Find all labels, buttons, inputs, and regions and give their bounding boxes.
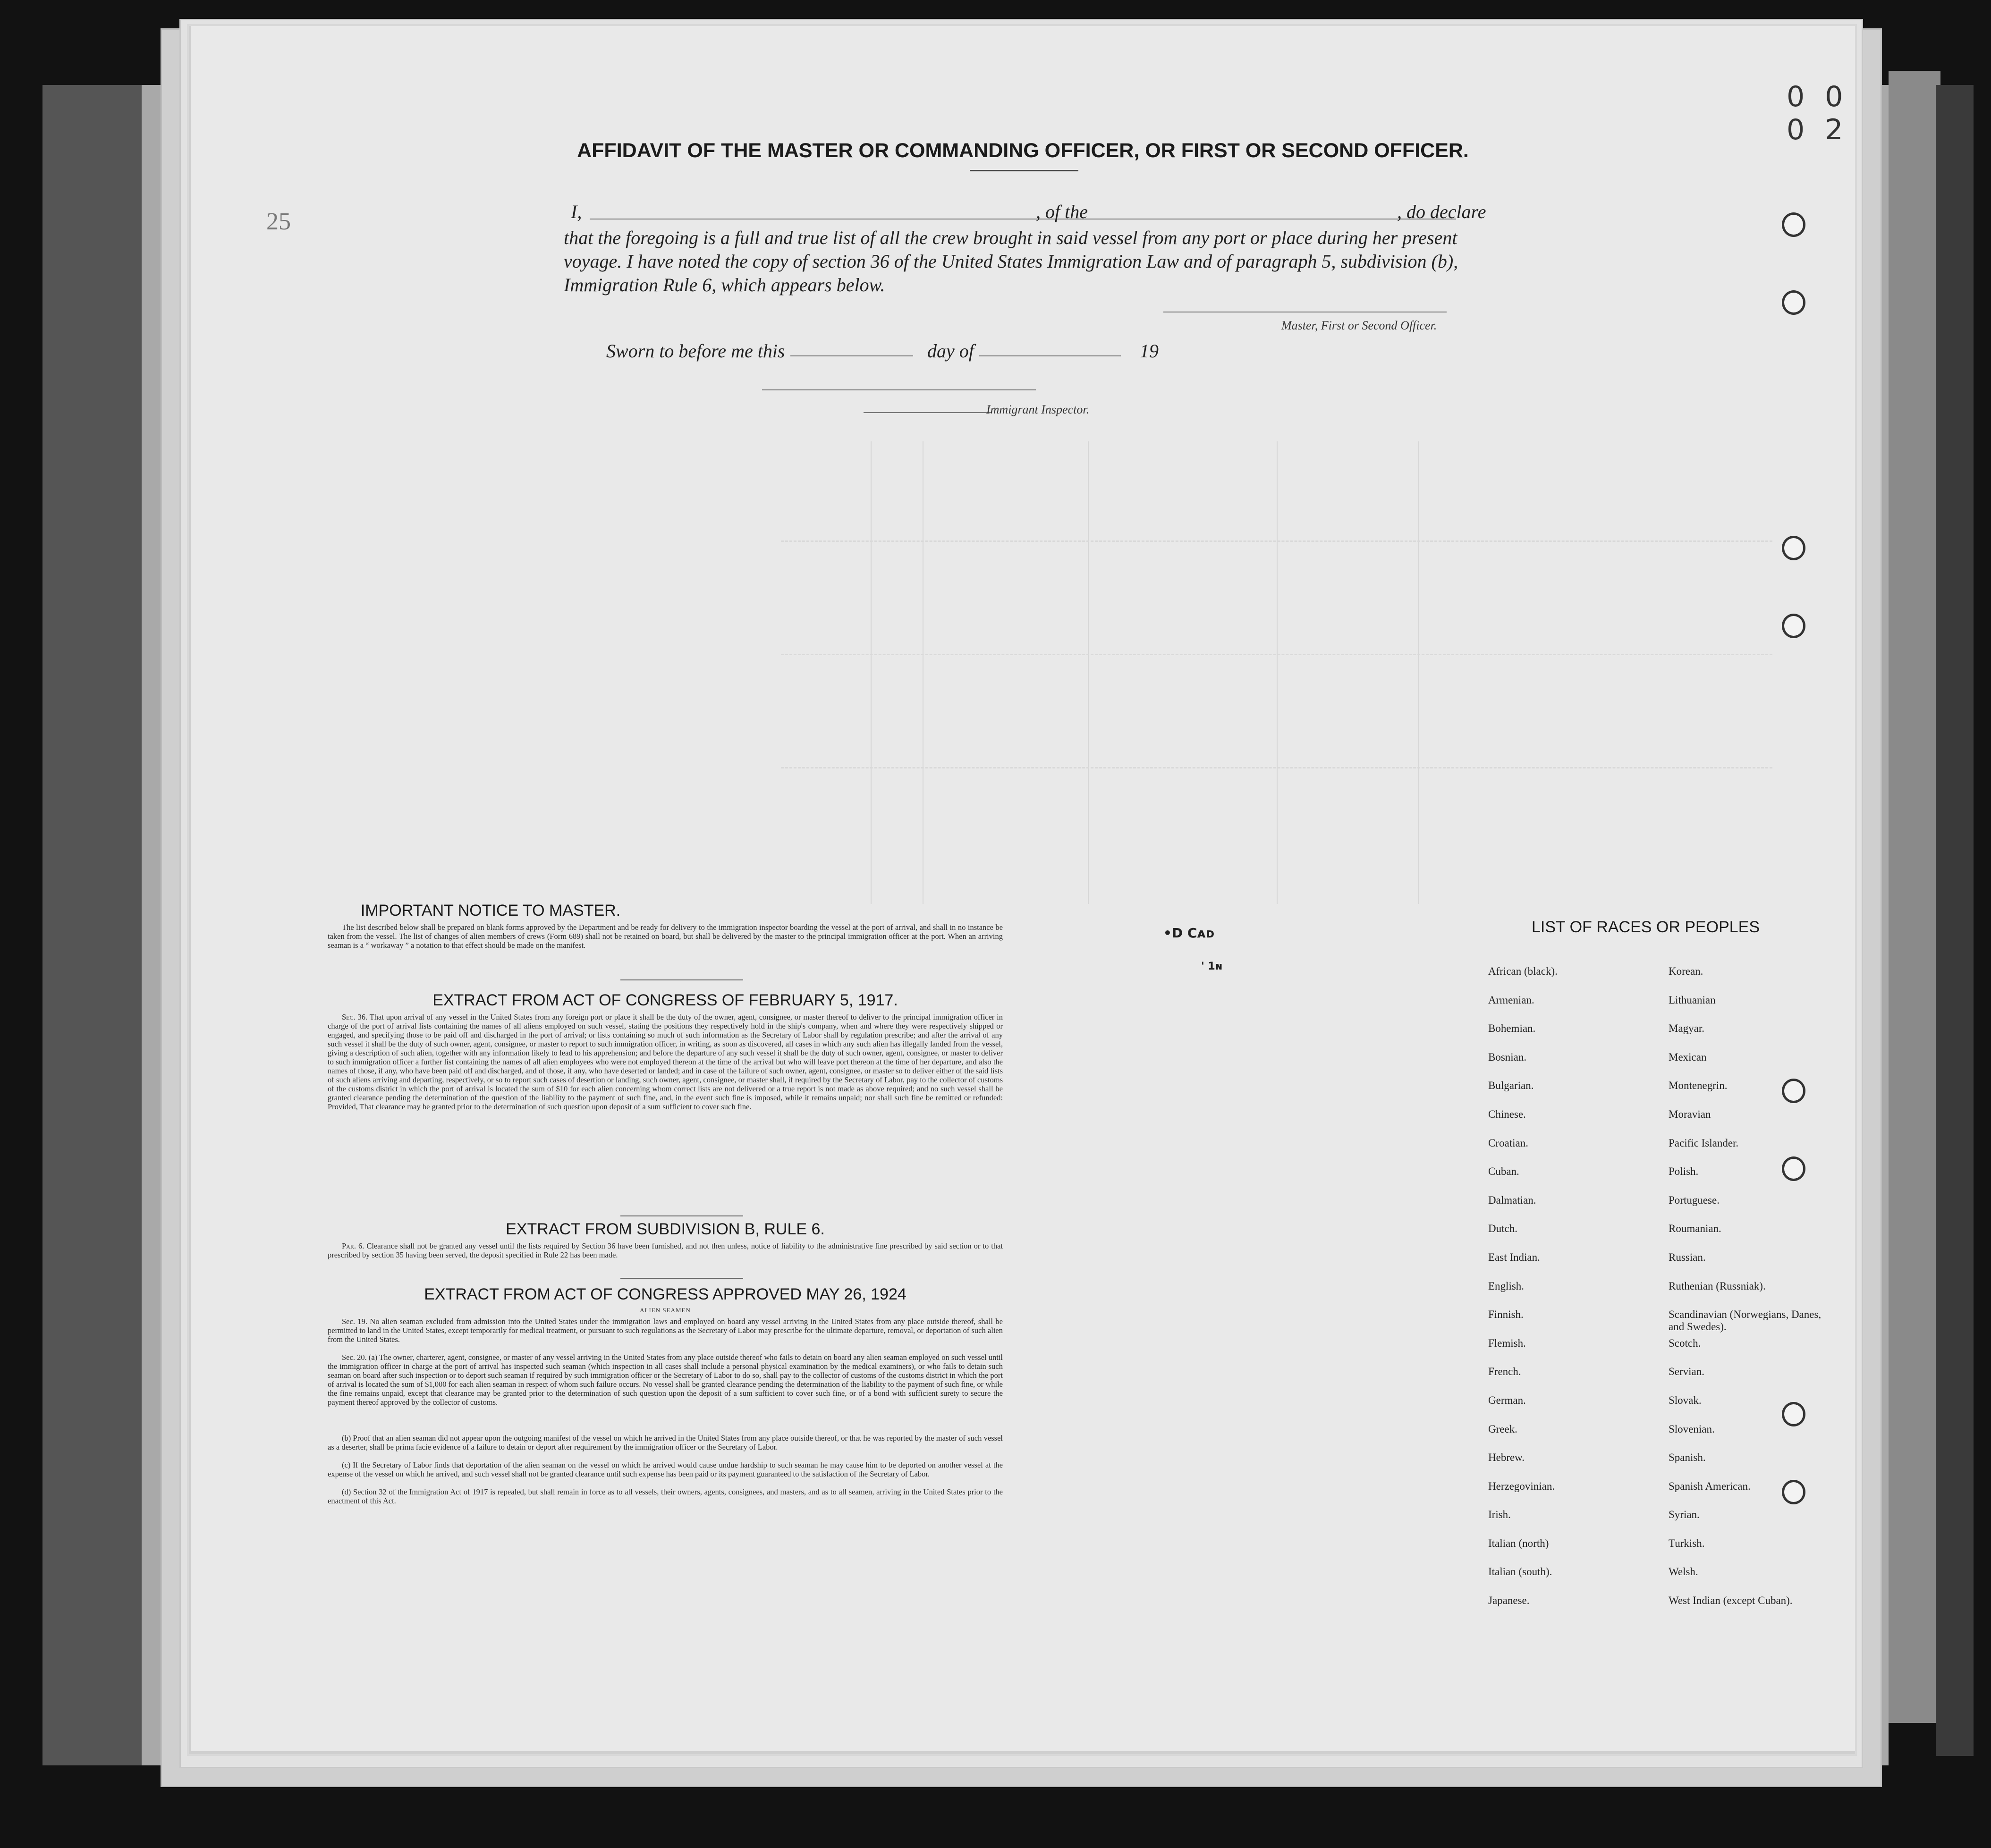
race-item: Dalmatian. bbox=[1488, 1194, 1536, 1206]
race-item: Korean. bbox=[1669, 965, 1703, 977]
race-item: Servian. bbox=[1669, 1366, 1705, 1378]
extract-1917-heading: EXTRACT FROM ACT OF CONGRESS OF FEBRUARY 5, 1917. bbox=[432, 991, 898, 1009]
sworn-day-blank[interactable] bbox=[790, 355, 913, 356]
race-item: Lithuanian bbox=[1669, 994, 1716, 1006]
race-item: Slovenian. bbox=[1669, 1423, 1715, 1435]
race-item: East Indian. bbox=[1488, 1251, 1540, 1263]
title-rule bbox=[970, 170, 1078, 171]
sworn-text: Sworn to before me this bbox=[606, 340, 785, 362]
race-item: Scandinavian (Norwegians, Danes, and Swedes). bbox=[1669, 1308, 1822, 1333]
master-caption: Master, First or Second Officer. bbox=[1281, 319, 1437, 332]
race-item: Cuban. bbox=[1488, 1165, 1519, 1178]
important-notice-body: The list described below shall be prepared on blank forms approved by the Department and be ready for delivery to the immigration inspector boarding the vessel at the port of arrival, and shall in no instance be taken from the vessel. The list of changes of alien members of crews (Form 689) shall not be retained on board, but shall be delivered by the master to the principal immigration officer at the port. When an arriving seaman is a “ workaway ” a notation to that effect should be made on the manifest. bbox=[328, 923, 1003, 950]
extract-1924-heading: EXTRACT FROM ACT OF CONGRESS APPROVED MAY 26, 1924 bbox=[424, 1285, 907, 1303]
stray-mark: ' 1ɴ bbox=[1201, 961, 1223, 972]
ghost-column-line bbox=[1277, 441, 1278, 904]
inspector-caption: Immigrant Inspector. bbox=[986, 403, 1090, 416]
extract-1917-lead: Sec. 36. bbox=[342, 1013, 368, 1021]
page-number: 0 0 0 2 bbox=[1787, 80, 1849, 146]
race-item: Syrian. bbox=[1669, 1509, 1700, 1521]
section-rule bbox=[620, 1278, 743, 1279]
races-title: LIST OF RACES OR PEOPLES bbox=[1532, 918, 1760, 936]
race-item: Portuguese. bbox=[1669, 1194, 1720, 1206]
ghost-row-line bbox=[781, 654, 1772, 655]
races-list-right bbox=[1669, 965, 1829, 1623]
race-item: West Indian (except Cuban). bbox=[1669, 1595, 1793, 1607]
extract-1917-body bbox=[328, 1013, 1003, 1111]
race-item: German. bbox=[1488, 1394, 1526, 1406]
ghost-row-line bbox=[781, 767, 1772, 768]
race-item: Croatian. bbox=[1488, 1137, 1528, 1149]
affidavit-line-2: that the foregoing is a full and true list of all the crew brought in said vessel from any port or place during her present bbox=[564, 227, 1457, 248]
binder-tab bbox=[1889, 71, 1940, 1723]
extract-1924-subheading: ALIEN SEAMEN bbox=[640, 1307, 691, 1314]
ghost-column-line bbox=[1418, 441, 1419, 904]
stray-mark: •D Cᴀᴅ bbox=[1163, 925, 1215, 941]
race-item: Finnish. bbox=[1488, 1308, 1524, 1321]
important-notice-heading: IMPORTANT NOTICE TO MASTER. bbox=[360, 902, 621, 920]
affidavit-i: I, bbox=[571, 201, 582, 222]
affidavit-line-4: Immigration Rule 6, which appears below. bbox=[564, 274, 885, 295]
left-dark-sheet bbox=[42, 85, 151, 1765]
race-item: Herzegovinian. bbox=[1488, 1480, 1555, 1492]
extract-1924-sec19: Sec. 19. No alien seaman excluded from admission into the United States under the immigration laws and employed on board any vessel arriving in the United States from any place outside thereof, shall be permitted to land in the United States, except temporarily for medical treatment, or pursuant to such regulations as the Secretary of Labor may prescribe for the ultimate departure, removal, or deportation of such alien from the United States. bbox=[328, 1317, 1003, 1344]
races-list-left bbox=[1488, 965, 1558, 1623]
race-item: Scotch. bbox=[1669, 1337, 1701, 1349]
punch-hole bbox=[1782, 614, 1805, 638]
race-item: Polish. bbox=[1669, 1165, 1699, 1178]
year-prefix: 19 bbox=[1140, 340, 1159, 362]
ghost-column-line bbox=[1088, 441, 1089, 904]
race-item: Hebrew. bbox=[1488, 1451, 1525, 1464]
manifest-page bbox=[189, 26, 1855, 1754]
race-item: Russian. bbox=[1669, 1251, 1706, 1263]
race-item: Pacific Islander. bbox=[1669, 1137, 1739, 1149]
race-item: Italian (north) bbox=[1488, 1537, 1549, 1549]
race-item: Welsh. bbox=[1669, 1566, 1698, 1578]
race-item: Montenegrin. bbox=[1669, 1080, 1728, 1092]
extract-1924-sec20a: Sec. 20. (a) The owner, charterer, agent, consignee, or master of any vessel arriving in the United States from any place outside thereof who fails to detain on board any alien seaman employed on such vessel until the immigration officer in charge at the port of arrival has inspected such seaman (which inspection in all cases shall include a personal physical examination by the medical examiners), or who fails to detain such seaman on board after such inspection or to deport such seaman if required by such immigration officer or the Secretary of Labor to do so, shall pay to the collector of customs of the customs district in which the port of arrival is located the sum of $1,000 for each alien seaman in respect of whom such failure occurs. No vessel shall be granted clearance pending the determination of the liability to the payment of such fine, or while the fine remains unpaid, except that clearance may be granted prior to the determination of such question upon the deposit of a sum sufficient to cover such fine, or of a bond with sufficient surety to secure the payment thereof approved by the collector of customs. bbox=[328, 1353, 1003, 1407]
pencil-mark: 25 bbox=[266, 208, 291, 235]
extract-rule6-body bbox=[328, 1241, 1003, 1259]
race-item: Moravian bbox=[1669, 1108, 1711, 1120]
affidavit-line-3: voyage. I have noted the copy of section 36 of the United States Immigration Law and of paragraph 5, subdivision (b), bbox=[564, 251, 1458, 272]
inspector-sub-line bbox=[864, 412, 991, 413]
race-item: African (black). bbox=[1488, 965, 1558, 977]
race-item: Bohemian. bbox=[1488, 1022, 1536, 1035]
race-item: Slovak. bbox=[1669, 1394, 1702, 1406]
section-rule bbox=[620, 1215, 743, 1216]
extract-rule6-text: Clearance shall not be granted any vessel until the lists required by Section 36 have been furnished, and not then unless, notice of liability to the administrative fine prescribed by said section or to that prescribed by section 35 having been served, the deposit specified in Rule 22 has been made. bbox=[328, 1241, 1003, 1259]
race-item: Mexican bbox=[1669, 1051, 1707, 1063]
race-item: Armenian. bbox=[1488, 994, 1534, 1006]
extract-rule6-heading: EXTRACT FROM SUBDIVISION B, RULE 6. bbox=[506, 1220, 825, 1238]
race-item: Magyar. bbox=[1669, 1022, 1705, 1035]
race-item: Roumanian. bbox=[1669, 1223, 1721, 1235]
race-item: Ruthenian (Russniak). bbox=[1669, 1280, 1766, 1292]
race-item: Greek. bbox=[1488, 1423, 1517, 1435]
ghost-row-line bbox=[781, 540, 1772, 542]
extract-1924-sec20b: (b) Proof that an alien seaman did not appear upon the outgoing manifest of the vessel on which he arrived in the United States from any place outside thereof, or that he was reported by the master of such vessel as a deserter, shall be prima facie evidence of a failure to detain or deport after requirement by the immigration officer or the Secretary of Labor. bbox=[328, 1434, 1003, 1451]
ghost-column-line bbox=[871, 441, 872, 904]
extract-1917-text: That upon arrival of any vessel in the United States from any foreign port or place it shall be the duty of the owner, agent, consignee, or master thereof to deliver to the principal immigration officer in charge of the port of arrival lists containing the names of all aliens employed on such vessel, stating the positions they respectively hold in the ship's company, when and where they were respectively shipped or engaged, and specifying those to be paid off and discharged in the port of arrival; or lists containing so much of such information as the Secretary of Labor shall by regulation prescribe; and after the arrival of any such vessel it shall be the duty of such owner, agent, consignee, or master to report to such immigration officer, in writing, as soon as discovered, all cases in which any such alien has illegally landed from the vessel, giving a description of such alien, together with any information likely to lead to his apprehension; and before the departure of any such vessel it shall be the duty of such owner, agent, consignee, or master to deliver to such immigration officer a further list containing the names of all alien employees who were not employed thereon at the time of the arrival but who will leave port thereon at the time of her departure, and also the names of those, if any, who have been paid off and discharged, and of those, if any, who have deserted or landed; and in case of the failure of such owner, agent, consignee, or master so to deliver either of the said lists of such aliens arriving and departing, respectively, or so to report such cases of desertion or landing, such owner, agent, consignee, or master shall, if required by the Secretary of Labor, pay to the collector of customs of the customs district in which the port of arrival is located the sum of $10 for each alien concerning whom correct lists are not delivered or a true report is not made as above required; and no such vessel shall be granted clearance pending the determination of the question of the liability to the payment of such fine, and, in the event such fine is imposed, while it remains unpaid; nor shall such fine be remitted or refunded: Provided, That clearance may be granted prior to the determination of such question upon deposit of a sum sufficient to cover such fine. bbox=[328, 1013, 1003, 1111]
race-item: Italian (south). bbox=[1488, 1566, 1552, 1578]
inspector-signature-line[interactable] bbox=[762, 389, 1036, 390]
punch-hole bbox=[1782, 290, 1805, 315]
race-item: Spanish American. bbox=[1669, 1480, 1751, 1492]
extract-rule6-lead: Par. 6. bbox=[342, 1241, 364, 1250]
race-item: Chinese. bbox=[1488, 1108, 1526, 1120]
affidavit-of-the: , of the bbox=[1036, 201, 1088, 222]
section-rule bbox=[620, 979, 743, 980]
punch-hole bbox=[1782, 212, 1805, 237]
affidavit-do-declare: , do declare bbox=[1397, 201, 1486, 222]
extract-1924-sec20c: (c) If the Secretary of Labor finds that deportation of the alien seaman on the vessel on which he arrived would cause undue hardship to such seaman he may cause him to be deported on another vessel at the expense of the vessel on which he arrived, and such vessel shall not be granted clearance until such expense has been paid or its payment guaranteed to the satisfaction of the Secretary of Labor. bbox=[328, 1460, 1003, 1478]
race-item: Japanese. bbox=[1488, 1595, 1530, 1607]
race-item: French. bbox=[1488, 1366, 1521, 1378]
affidavit-title: AFFIDAVIT OF THE MASTER OR COMMANDING OFFICER, OR FIRST OR SECOND OFFICER. bbox=[577, 139, 1469, 162]
punch-hole bbox=[1782, 536, 1805, 560]
race-item: Dutch. bbox=[1488, 1223, 1517, 1235]
race-item: Flemish. bbox=[1488, 1337, 1526, 1349]
race-item: English. bbox=[1488, 1280, 1525, 1292]
race-item: Turkish. bbox=[1669, 1537, 1705, 1549]
sworn-month-blank[interactable] bbox=[979, 355, 1121, 356]
day-of-text: day of bbox=[927, 340, 974, 362]
race-item: Bulgarian. bbox=[1488, 1080, 1534, 1092]
race-item: Spanish. bbox=[1669, 1451, 1706, 1464]
race-item: Bosnian. bbox=[1488, 1051, 1527, 1063]
extract-1924-sec20d: (d) Section 32 of the Immigration Act of 1917 is repealed, but shall remain in force as to all vessels, their owners, agents, consignees, and masters, and as to all seamen, arriving in the United States prior to the enactment of this Act. bbox=[328, 1487, 1003, 1505]
race-item: Irish. bbox=[1488, 1509, 1511, 1521]
